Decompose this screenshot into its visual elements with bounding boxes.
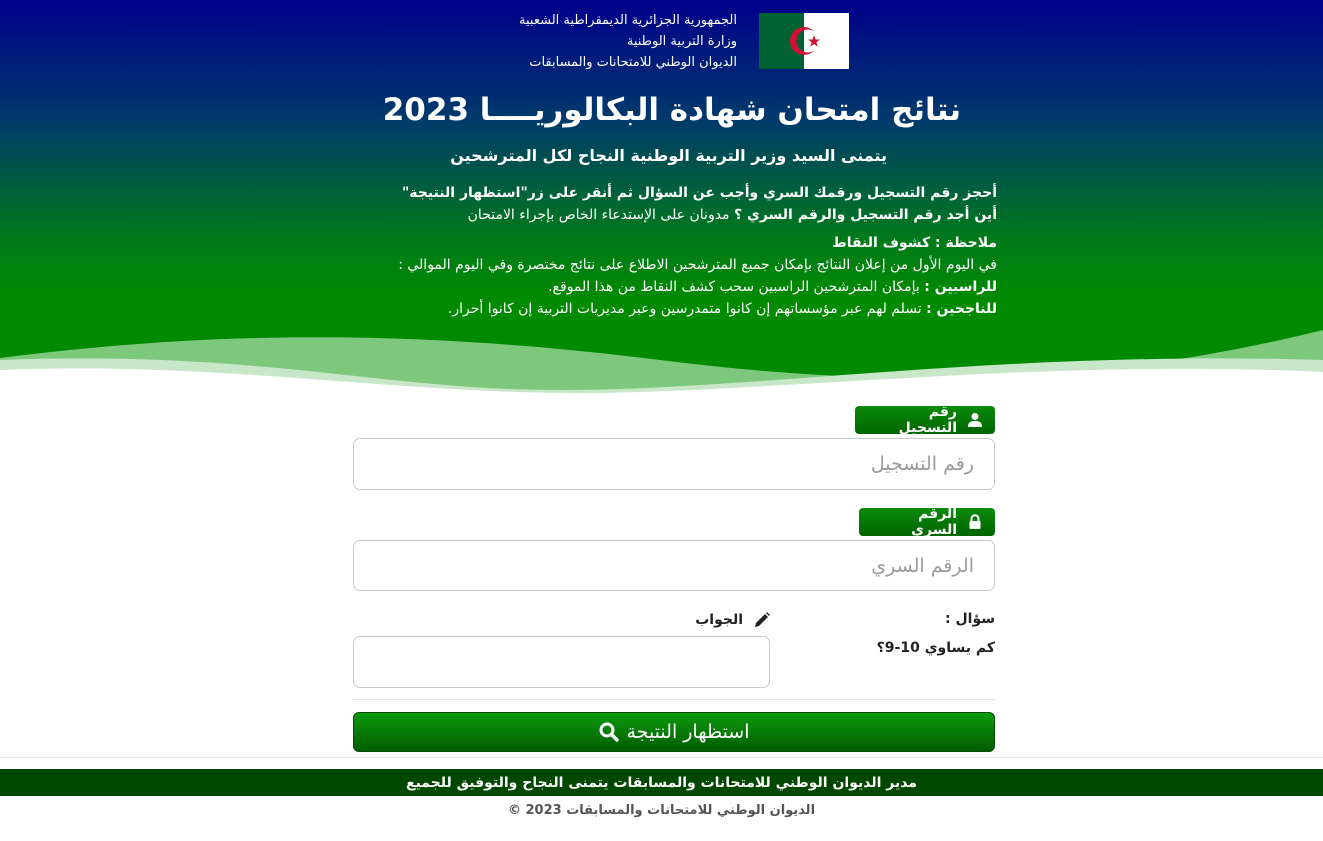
secret-label: الرقم السري [911, 506, 957, 538]
answer-input[interactable] [353, 636, 770, 688]
gov-line-office: الديوان الوطني للامتحانات والمسابقات [529, 55, 737, 70]
instruction-line-1: أحجز رقم التسجيل ورقمك السري وأجب عن السؤال ثم أنقر على زر"استظهار النتيجة" [402, 185, 997, 201]
show-result-button[interactable] [353, 712, 995, 752]
government-heading [437, 10, 737, 73]
note-success-label: للناجحين : [926, 301, 997, 317]
gov-line-republic: الجمهورية الجزائرية الديمقراطية الشعبية [519, 13, 737, 28]
footer-message: مدير الديوان الوطني للامتحانات والمسابقات يتمنى النجاح والتوفيق للجميع [406, 774, 917, 791]
page-title: نتائج امتحان شهادة البكالوريــــا 2023 [382, 92, 961, 128]
show-result-label: استظهار النتيجة [626, 721, 750, 743]
answer-label-group [695, 611, 771, 629]
footer-message-bar [0, 769, 1323, 796]
header-wave [0, 330, 1323, 400]
answer-label: الجواب [695, 612, 743, 628]
note-failed-text: بإمكان المترشحين الراسبين سحب كشف النقاط من هذا الموقع. [548, 279, 925, 295]
gov-line-ministry: وزارة التربية الوطنية [626, 34, 737, 49]
search-icon [599, 722, 619, 742]
instruction-where-question: أين أجد رقم التسجيل والرقم السري ؟ [734, 207, 997, 223]
algeria-flag-icon [759, 13, 849, 69]
footer-separator [0, 757, 1323, 758]
pencil-icon [753, 611, 771, 629]
registration-label: رقم التسجيل [898, 404, 957, 436]
note-title: ملاحظة : كشوف النقاط [832, 235, 997, 251]
lock-icon [967, 514, 983, 530]
header-banner [0, 0, 1323, 400]
note-success-text: تسلم لهم عبر مؤسساتهم إن كانوا متمدرسين وعبر مديريات التربية إن كانوا أحرار. [447, 301, 927, 317]
question-label: سؤال : [945, 611, 995, 627]
note-failed-label: للراسبين : [924, 279, 997, 295]
note-line-1: في اليوم الأول من إعلان النتائج بإمكان جميع المترشحين الاطلاع على نتائج مختصرة وفي اليوم الموالي : [398, 257, 997, 273]
question-text: كم يساوي 10-9؟ [876, 640, 995, 656]
instruction-where-answer: مدونان على الإستدعاء الخاص بإجراء الامتحان [467, 207, 735, 223]
form-divider [353, 699, 995, 700]
secret-input[interactable] [353, 540, 995, 591]
registration-label-badge [855, 406, 995, 434]
copyright: الديوان الوطني للامتحانات والمسابقات 2023 © [507, 803, 816, 818]
secret-label-badge [859, 508, 995, 536]
instructions-block [197, 182, 997, 320]
page-subtitle: يتمنى السيد وزير التربية الوطنية النجاح لكل المترشحين [450, 146, 887, 165]
user-icon [967, 412, 983, 428]
registration-input[interactable] [353, 438, 995, 490]
